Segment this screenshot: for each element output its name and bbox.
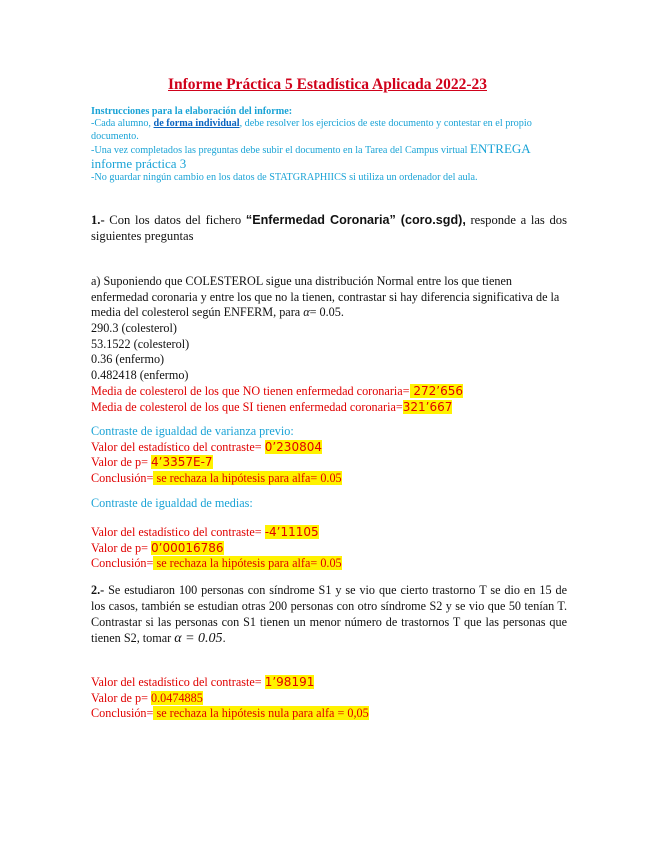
- means-test-heading: Contraste de igualdad de medias:: [91, 496, 253, 510]
- means-statistic: Valor del estadístico del contraste= -4’11105: [91, 525, 319, 539]
- individual-emphasis: de forma individual: [153, 118, 240, 130]
- variance-p-value-value: 4’3357E-7: [151, 455, 213, 470]
- value-line: 290.3 (colesterol): [91, 321, 177, 335]
- proportion-p-value-value: 0.0474885: [151, 690, 203, 705]
- question-1: 1.- Con los datos del fichero “Enfermedad Coronaria” (coro.sgd), responde a las dos siguientes preguntas: [91, 213, 567, 243]
- value-line: 0.482418 (enfermo): [91, 367, 189, 382]
- group-means: [91, 384, 567, 415]
- means-p-value: Valor de p= 0’00016786: [91, 540, 224, 555]
- value-line: 53.1522 (colesterol): [91, 336, 190, 351]
- document-title: Informe Práctica 5 Estadística Aplicada 2022-23: [167, 76, 487, 93]
- means-statistic-value: -4’11105: [264, 525, 319, 539]
- question-1a-statement: a) Suponiendo que COLESTEROL sigue una distribución Normal entre los que tienen enfermedad coronaria y entre los que no la tienen, contrastar si hay diferencia significativa de la media del colesterol según ENFERM, para α= 0.05.: [91, 274, 560, 320]
- value-line: 0.36 (enfermo): [91, 352, 165, 367]
- means-conclusion: Conclusión= se rechaza la hipótesis para alfa= 0.05: [91, 556, 342, 571]
- question-2-number: 2.-: [91, 583, 105, 597]
- variance-p-value: Valor de p= 4’3357E-7: [91, 455, 213, 470]
- proportion-conclusion-value: se rechaza la hipótesis nula para alfa = 0,05: [153, 706, 369, 721]
- proportion-conclusion: Conclusión= se rechaza la hipótesis nula para alfa = 0,05: [91, 706, 369, 721]
- instruction-line-2: -Una vez completados las preguntas debe subir el documento en la Tarea del Campus virtual ENTREGA informe práctica 3: [91, 141, 530, 171]
- question-2: 2.- Se estudiaron 100 personas con síndrome S1 y se vio que cierto trastorno T se dio en 15 de los casos, también se estudian otras 200 personas con otro síndrome S2 y se vio que 50 tenían T. Contrastar si las personas con S1 tienen un menor número de trastornos T que las personas que tienen S2, tomar α = 0.05.: [91, 583, 567, 646]
- variance-statistic: Valor del estadístico del contraste= 0’230804: [91, 439, 322, 454]
- variance-test-heading: Contraste de igualdad de varianza previo:: [91, 424, 294, 438]
- proportion-p-value: Valor de p= 0.0474885: [91, 690, 203, 705]
- question-1-number: 1.-: [91, 213, 105, 227]
- mean-no-disease: Media de colesterol de los que NO tienen enfermedad coronaria= 272’656: [91, 384, 463, 398]
- variance-conclusion-value: se rechaza la hipótesis para alfa= 0.05: [153, 470, 342, 485]
- means-conclusion-value: se rechaza la hipótesis para alfa= 0.05: [153, 556, 342, 571]
- mean-si-disease: Media de colesterol de los que SI tienen enfermedad coronaria=321’667: [91, 399, 453, 414]
- means-test: [91, 525, 567, 572]
- mean-no-value: 272’656: [409, 384, 463, 398]
- variance-conclusion: Conclusión= se rechaza la hipótesis para alfa= 0.05: [91, 470, 342, 485]
- instructions-heading: Instrucciones para la elaboración del informe:: [91, 106, 293, 117]
- alpha-expression: α = 0.05: [174, 631, 223, 646]
- file-name: “Enfermedad Coronaria” (coro.sgd),: [245, 213, 466, 227]
- entrega-label: ENTREGA informe práctica 3: [91, 141, 530, 171]
- descriptive-values: [91, 321, 567, 383]
- mean-si-value: 321’667: [402, 399, 453, 414]
- proportion-statistic-value: 1’98191: [264, 675, 315, 689]
- variance-test: [91, 424, 567, 486]
- instruction-line-3: -No guardar ningún cambio en los datos de STATGRAPHIICS si utiliza un ordenador del aula.: [91, 172, 478, 184]
- instruction-line-1: -Cada alumno, de forma individual, debe resolver los ejercicios de este documento y contestar en el propio documento.: [91, 118, 532, 142]
- alpha-symbol: α: [303, 305, 310, 320]
- proportion-test: [91, 675, 567, 722]
- instructions-block: [91, 106, 571, 184]
- variance-statistic-value: 0’230804: [264, 439, 322, 454]
- proportion-statistic: Valor del estadístico del contraste= 1’98191: [91, 675, 315, 689]
- means-p-value-value: 0’00016786: [151, 540, 224, 555]
